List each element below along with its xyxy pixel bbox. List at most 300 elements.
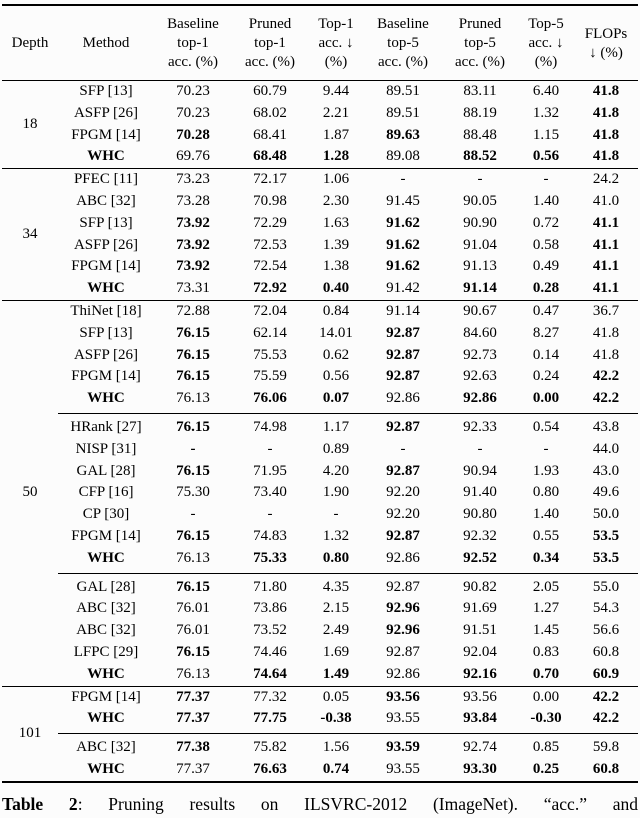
value-cell: 0.83 <box>532 643 560 660</box>
value-cell: 89.08 <box>386 148 420 165</box>
method-cell: ABC [32] <box>76 622 136 639</box>
value-cell: 1.56 <box>308 734 364 759</box>
value-cell: 77.75 <box>253 710 287 727</box>
value-cell: 73.28 <box>176 192 210 209</box>
value-cell: 90.82 <box>442 573 518 598</box>
value-cell: 0.24 <box>532 368 560 385</box>
method-cell: ASFP [26] <box>73 346 139 363</box>
value-cell: 0.28 <box>532 280 560 297</box>
value-cell: 0.56 <box>322 368 350 385</box>
value-cell: 88.19 <box>463 104 497 121</box>
value-cell: 41.8 <box>592 104 620 121</box>
value-cell: 76.13 <box>176 549 210 566</box>
method-cell: CP [30] <box>82 506 130 523</box>
method-cell: SFP [13] <box>79 83 133 99</box>
value-cell: 76.15 <box>154 573 232 598</box>
value-cell: 89.51 <box>386 83 420 99</box>
value-cell: 93.55 <box>386 760 420 777</box>
method-cell: ABC [32] <box>58 734 154 759</box>
value-cell: 41.1 <box>592 236 620 253</box>
value-cell: 68.41 <box>253 126 287 143</box>
value-cell: 76.01 <box>176 600 210 617</box>
value-cell: 89.51 <box>386 104 420 121</box>
value-cell: 14.01 <box>319 324 353 341</box>
value-cell: 49.6 <box>592 484 620 501</box>
value-cell: 76.15 <box>176 643 210 660</box>
section-depth-101 <box>2 686 638 782</box>
value-cell: 44.0 <box>592 440 620 457</box>
method-cell: ASFP [26] <box>73 236 139 253</box>
table-row <box>2 146 638 168</box>
value-cell: 54.3 <box>592 600 620 617</box>
value-cell: 1.90 <box>322 484 350 501</box>
value-cell: 1.45 <box>532 622 560 639</box>
depth-cell: 18 <box>22 115 38 132</box>
value-cell: 1.38 <box>322 258 350 275</box>
table-row <box>2 642 638 664</box>
section-depth-18 <box>2 81 638 169</box>
value-cell: 43.8 <box>574 413 638 438</box>
method-cell: HRank [27] <box>58 413 154 438</box>
value-cell: 4.35 <box>308 573 364 598</box>
table-row <box>2 345 638 367</box>
value-cell: 76.15 <box>176 368 210 385</box>
value-cell: 90.67 <box>463 302 497 319</box>
column-header-baseline-top1: Baseline top-1 acc. (%) <box>167 16 219 70</box>
value-cell: 1.39 <box>322 236 350 253</box>
value-cell: 0.49 <box>532 258 560 275</box>
table-caption <box>2 792 638 816</box>
method-cell: WHC <box>87 280 125 297</box>
value-cell: 4.20 <box>322 462 350 479</box>
value-cell: 8.27 <box>532 324 560 341</box>
value-cell: 75.82 <box>232 734 308 759</box>
value-cell: 73.52 <box>253 622 287 639</box>
value-cell: 0.62 <box>322 346 350 363</box>
value-cell: 41.1 <box>592 258 620 275</box>
method-cell: SFP [13] <box>79 324 133 341</box>
table-row <box>2 278 638 300</box>
value-cell: 41.8 <box>592 148 620 165</box>
column-header-top1-drop: Top-1 acc. ↓ (%) <box>318 16 354 70</box>
table-row <box>2 366 638 388</box>
value-cell: 91.40 <box>463 484 497 501</box>
value-cell: - <box>400 171 406 188</box>
value-cell: 71.95 <box>253 462 287 479</box>
value-cell: 0.07 <box>322 390 350 407</box>
value-cell: 91.62 <box>386 258 420 275</box>
value-cell: 1.32 <box>532 104 560 121</box>
value-cell: 77.37 <box>176 760 210 777</box>
value-cell: 0.55 <box>532 527 560 544</box>
value-cell: - <box>477 440 483 457</box>
value-cell: 90.94 <box>463 462 497 479</box>
value-cell: 88.52 <box>463 148 497 165</box>
value-cell: 9.44 <box>322 83 350 99</box>
method-cell: PFEC [11] <box>73 171 139 188</box>
value-cell: -0.30 <box>530 710 562 727</box>
value-cell: 92.86 <box>386 665 420 682</box>
value-cell: 60.8 <box>592 760 620 777</box>
value-cell: 73.86 <box>253 600 287 617</box>
value-cell: 93.30 <box>463 760 497 777</box>
value-cell: 68.48 <box>253 148 287 165</box>
table-row <box>2 620 638 642</box>
value-cell: 92.20 <box>386 506 420 523</box>
method-cell: NISP [31] <box>75 440 137 457</box>
value-cell: 0.70 <box>532 665 560 682</box>
value-cell: 1.49 <box>322 665 350 682</box>
value-cell: 0.89 <box>322 440 350 457</box>
method-cell: FPGM [14] <box>71 258 141 275</box>
value-cell: 91.14 <box>463 280 497 297</box>
value-cell: 92.32 <box>463 527 497 544</box>
value-cell: 1.27 <box>532 600 560 617</box>
value-cell: 1.40 <box>532 506 560 523</box>
column-header-baseline-top5: Baseline top-5 acc. (%) <box>377 16 429 70</box>
depth-cell: 34 <box>22 225 38 242</box>
value-cell: 92.04 <box>463 643 497 660</box>
value-cell: 92.86 <box>386 390 420 407</box>
table-row <box>2 169 638 191</box>
value-cell: 76.15 <box>176 346 210 363</box>
value-cell: 75.30 <box>176 484 210 501</box>
caption-text: : Pruning results on ILSVRC-2012 (ImageNet). “acc.” and <box>77 793 638 814</box>
value-cell: 73.23 <box>176 171 210 188</box>
table-row <box>2 103 638 125</box>
value-cell: - <box>267 440 273 457</box>
value-cell: 0.84 <box>322 302 350 319</box>
value-cell: 6.40 <box>532 83 560 99</box>
value-cell: 74.83 <box>253 527 287 544</box>
value-cell: 76.15 <box>176 324 210 341</box>
value-cell: 1.06 <box>322 171 350 188</box>
table-row <box>2 759 638 782</box>
value-cell: 1.17 <box>308 413 364 438</box>
value-cell: 72.04 <box>253 302 287 319</box>
table-row <box>2 388 638 413</box>
header-row <box>2 5 638 81</box>
value-cell: 76.15 <box>154 413 232 438</box>
method-cell: SFP [13] <box>79 214 133 231</box>
table-row <box>2 81 638 103</box>
value-cell: 41.1 <box>592 214 620 231</box>
value-cell: 91.04 <box>463 236 497 253</box>
value-cell: 77.38 <box>154 734 232 759</box>
value-cell: 0.34 <box>532 549 560 566</box>
value-cell: 41.0 <box>592 192 620 209</box>
value-cell: 76.01 <box>176 622 210 639</box>
table-row <box>2 300 638 322</box>
value-cell: 42.2 <box>592 688 620 705</box>
value-cell: 91.13 <box>463 258 497 275</box>
value-cell: 91.45 <box>386 192 420 209</box>
value-cell: 1.63 <box>322 214 350 231</box>
column-header-depth: Depth <box>11 35 49 51</box>
table-row <box>2 686 638 708</box>
table-row <box>2 482 638 504</box>
value-cell: -0.38 <box>320 710 352 727</box>
value-cell: 75.59 <box>253 368 287 385</box>
value-cell: - <box>267 506 273 523</box>
table-header <box>2 5 638 81</box>
method-cell: GAL [28] <box>76 462 136 479</box>
value-cell: 89.63 <box>386 126 420 143</box>
value-cell: 77.32 <box>253 688 287 705</box>
value-cell: 24.2 <box>592 171 620 188</box>
value-cell: 1.93 <box>532 462 560 479</box>
column-header-method: Method <box>82 35 130 51</box>
value-cell: 0.56 <box>532 148 560 165</box>
value-cell: 42.2 <box>592 710 620 727</box>
value-cell: 76.13 <box>176 390 210 407</box>
column-header-top5-drop: Top-5 acc. ↓ (%) <box>528 16 564 70</box>
method-cell: FPGM [14] <box>71 527 141 544</box>
value-cell: 0.40 <box>322 280 350 297</box>
value-cell: 93.56 <box>386 688 420 705</box>
value-cell: 60.9 <box>592 665 620 682</box>
value-cell: 91.51 <box>463 622 497 639</box>
value-cell: 90.80 <box>463 506 497 523</box>
value-cell: 92.96 <box>386 600 420 617</box>
column-header-pruned-top1: Pruned top-1 acc. (%) <box>245 16 295 70</box>
value-cell: 73.31 <box>176 280 210 297</box>
value-cell: 92.33 <box>442 413 518 438</box>
paper-page <box>0 4 640 818</box>
value-cell: 72.92 <box>253 280 287 297</box>
table-row <box>2 461 638 483</box>
value-cell: 74.46 <box>253 643 287 660</box>
table-row <box>2 708 638 733</box>
table-row <box>2 191 638 213</box>
value-cell: 55.0 <box>574 573 638 598</box>
value-cell: 72.17 <box>253 171 287 188</box>
value-cell: 1.15 <box>532 126 560 143</box>
value-cell: 0.05 <box>322 688 350 705</box>
value-cell: 92.87 <box>364 573 442 598</box>
value-cell: - <box>400 440 406 457</box>
column-header-flops-drop: FLOPs ↓ (%) <box>584 25 628 61</box>
value-cell: 91.62 <box>386 214 420 231</box>
value-cell: 92.87 <box>386 368 420 385</box>
table-row <box>2 598 638 620</box>
value-cell: 0.80 <box>532 484 560 501</box>
value-cell: 92.87 <box>386 462 420 479</box>
method-cell: WHC <box>87 390 125 407</box>
value-cell: 56.6 <box>592 622 620 639</box>
value-cell: 93.55 <box>386 710 420 727</box>
value-cell: 62.14 <box>253 324 287 341</box>
value-cell: 92.96 <box>386 622 420 639</box>
method-cell: LFPC [29] <box>73 643 139 660</box>
value-cell: 90.05 <box>463 192 497 209</box>
value-cell: 74.64 <box>253 665 287 682</box>
value-cell: 76.13 <box>176 665 210 682</box>
value-cell: - <box>477 171 483 188</box>
table-row <box>2 235 638 257</box>
value-cell: 74.98 <box>232 413 308 438</box>
value-cell: 70.23 <box>176 104 210 121</box>
depth-cell: 101 <box>18 724 42 741</box>
value-cell: 60.79 <box>253 83 287 99</box>
value-cell: 73.40 <box>253 484 287 501</box>
value-cell: 73.92 <box>176 214 210 231</box>
value-cell: 92.74 <box>442 734 518 759</box>
value-cell: 92.20 <box>386 484 420 501</box>
value-cell: 0.74 <box>322 760 350 777</box>
value-cell: 70.28 <box>176 126 210 143</box>
value-cell: 92.16 <box>463 665 497 682</box>
value-cell: 92.86 <box>463 390 497 407</box>
method-cell: WHC <box>87 549 125 566</box>
value-cell: 92.73 <box>463 346 497 363</box>
value-cell: 77.37 <box>176 688 210 705</box>
value-cell: 0.00 <box>532 688 560 705</box>
value-cell: - <box>190 440 196 457</box>
method-cell: CFP [16] <box>78 484 134 501</box>
method-cell: WHC <box>87 148 125 165</box>
value-cell: 41.8 <box>592 83 620 99</box>
value-cell: 2.15 <box>322 600 350 617</box>
value-cell: 92.87 <box>386 643 420 660</box>
value-cell: 73.92 <box>176 236 210 253</box>
value-cell: 41.8 <box>592 126 620 143</box>
value-cell: 41.8 <box>592 324 620 341</box>
value-cell: 60.8 <box>592 643 620 660</box>
value-cell: 0.14 <box>532 346 560 363</box>
table-row <box>2 256 638 278</box>
section-depth-34 <box>2 169 638 301</box>
table-row <box>2 125 638 147</box>
value-cell: - <box>190 506 196 523</box>
value-cell: 42.2 <box>592 390 620 407</box>
method-cell: GAL [28] <box>58 573 154 598</box>
method-cell: FPGM [14] <box>71 688 141 705</box>
value-cell: 50.0 <box>592 506 620 523</box>
section-depth-50 <box>2 300 638 686</box>
method-cell: WHC <box>87 665 125 682</box>
value-cell: 92.87 <box>386 527 420 544</box>
value-cell: - <box>333 506 339 523</box>
value-cell: 0.85 <box>518 734 574 759</box>
method-cell: ABC [32] <box>76 192 136 209</box>
value-cell: 70.98 <box>253 192 287 209</box>
table-row <box>2 664 638 686</box>
table-row <box>2 213 638 235</box>
value-cell: 41.1 <box>592 280 620 297</box>
method-cell: ThiNet [18] <box>70 302 142 319</box>
method-cell: WHC <box>87 710 125 727</box>
value-cell: 92.87 <box>386 346 420 363</box>
value-cell: 90.90 <box>463 214 497 231</box>
value-cell: 53.5 <box>592 527 620 544</box>
value-cell: 59.8 <box>574 734 638 759</box>
value-cell: 2.49 <box>322 622 350 639</box>
value-cell: 92.52 <box>463 549 497 566</box>
value-cell: 92.87 <box>386 324 420 341</box>
value-cell: 1.87 <box>322 126 350 143</box>
value-cell: 92.87 <box>364 413 442 438</box>
value-cell: - <box>543 171 549 188</box>
value-cell: 1.40 <box>532 192 560 209</box>
value-cell: 43.0 <box>592 462 620 479</box>
method-cell: WHC <box>87 760 125 777</box>
value-cell: 42.2 <box>592 368 620 385</box>
value-cell: 0.72 <box>532 214 560 231</box>
value-cell: - <box>543 440 549 457</box>
method-cell: ASFP [26] <box>73 104 139 121</box>
value-cell: 72.54 <box>253 258 287 275</box>
value-cell: 75.33 <box>253 549 287 566</box>
depth-cell: 50 <box>22 484 38 501</box>
table-row <box>2 526 638 548</box>
method-cell: FPGM [14] <box>71 126 141 143</box>
value-cell: 76.15 <box>176 527 210 544</box>
value-cell: 2.21 <box>322 104 350 121</box>
value-cell: 0.80 <box>322 549 350 566</box>
value-cell: 36.7 <box>592 302 620 319</box>
value-cell: 72.29 <box>253 214 287 231</box>
value-cell: 75.53 <box>253 346 287 363</box>
value-cell: 83.11 <box>463 83 497 99</box>
value-cell: 84.60 <box>463 324 497 341</box>
value-cell: 53.5 <box>592 549 620 566</box>
value-cell: 72.53 <box>253 236 287 253</box>
value-cell: 1.69 <box>322 643 350 660</box>
value-cell: 0.54 <box>518 413 574 438</box>
value-cell: 0.58 <box>532 236 560 253</box>
value-cell: 73.92 <box>176 258 210 275</box>
value-cell: 2.30 <box>322 192 350 209</box>
value-cell: 2.05 <box>518 573 574 598</box>
value-cell: 1.32 <box>322 527 350 544</box>
column-header-pruned-top5: Pruned top-5 acc. (%) <box>455 16 505 70</box>
results-table <box>2 4 638 783</box>
value-cell: 76.63 <box>253 760 287 777</box>
value-cell: 91.14 <box>386 302 420 319</box>
table-row <box>2 439 638 461</box>
value-cell: 76.06 <box>253 390 287 407</box>
value-cell: 69.76 <box>176 148 210 165</box>
caption-label: Table 2 <box>2 793 78 814</box>
value-cell: 92.63 <box>463 368 497 385</box>
table-row <box>2 504 638 526</box>
value-cell: 93.84 <box>463 710 497 727</box>
table-row <box>2 413 638 438</box>
value-cell: 1.28 <box>322 148 350 165</box>
value-cell: 0.47 <box>532 302 560 319</box>
value-cell: 68.02 <box>253 104 287 121</box>
value-cell: 91.69 <box>463 600 497 617</box>
value-cell: 92.86 <box>386 549 420 566</box>
value-cell: 93.59 <box>364 734 442 759</box>
value-cell: 41.8 <box>592 346 620 363</box>
method-cell: FPGM [14] <box>71 368 141 385</box>
value-cell: 0.00 <box>532 390 560 407</box>
value-cell: 71.80 <box>232 573 308 598</box>
value-cell: 0.25 <box>532 760 560 777</box>
value-cell: 93.56 <box>463 688 497 705</box>
value-cell: 77.37 <box>176 710 210 727</box>
value-cell: 70.23 <box>176 83 210 99</box>
value-cell: 91.42 <box>386 280 420 297</box>
value-cell: 91.62 <box>386 236 420 253</box>
table-row <box>2 573 638 598</box>
value-cell: 76.15 <box>176 462 210 479</box>
method-cell: ABC [32] <box>76 600 136 617</box>
value-cell: 88.48 <box>463 126 497 143</box>
table-row <box>2 548 638 573</box>
